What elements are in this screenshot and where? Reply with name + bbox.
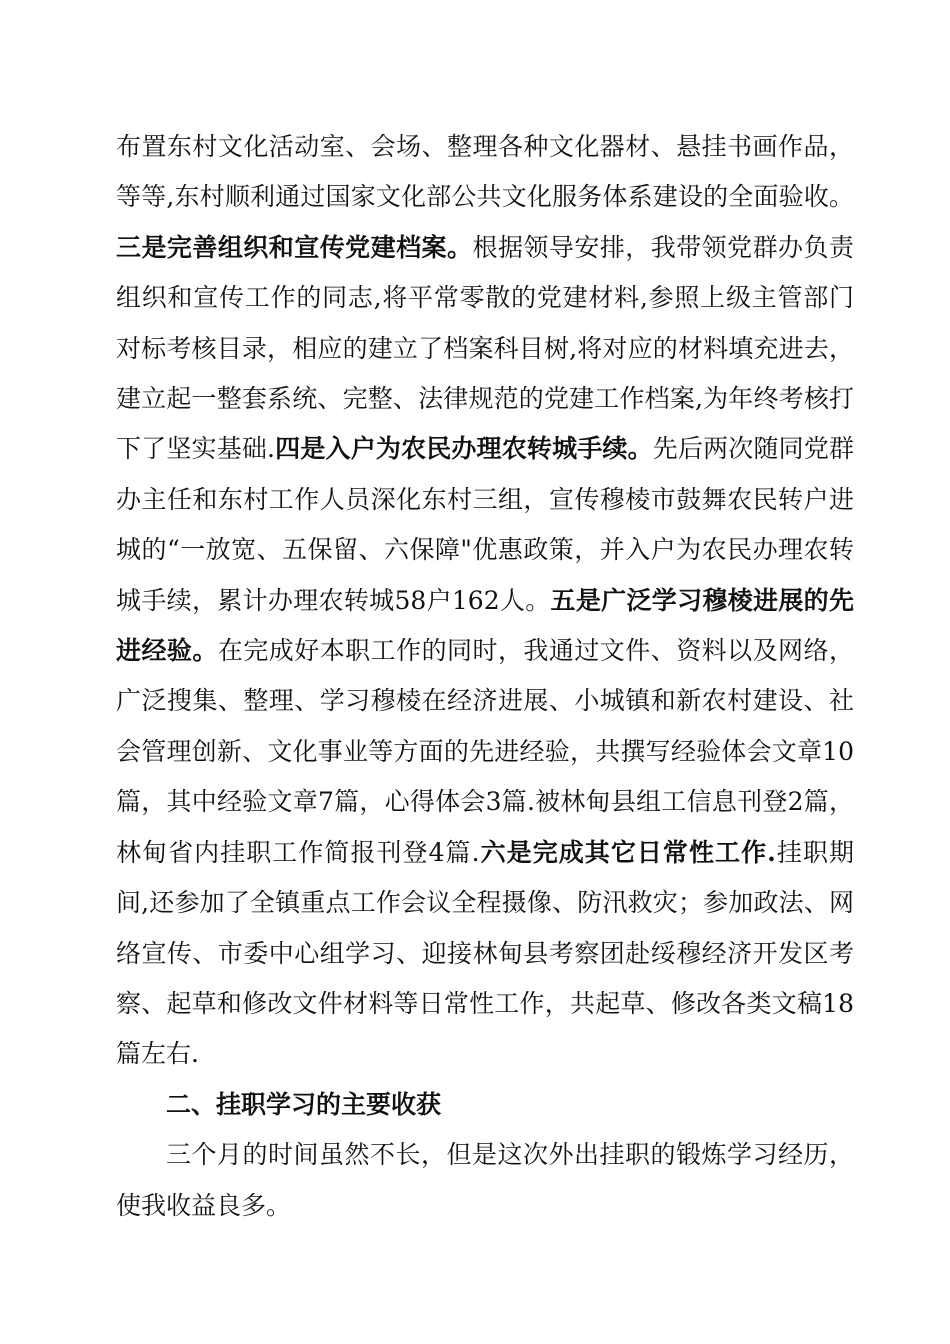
work-summary-paragraph: [116, 122, 854, 1080]
paragraph-text: 挂职期间,还参加了全镇重点工作会议全程摄像、防汛救灾；参加政法、网络宣传、市委中心组学习、迎接林甸县考察团赴绥穆经济开发区考察、起草和修改文件材料等日常性工作，共起草、修改各类文稿18篇左右.: [116, 837, 854, 1069]
paragraph-text: 先后两次随同党群办主任和东村工作人员深化东村三组，宣传穆棱市鼓舞农民转户进城的“一放宽、五保留、六保障"优惠政策，并入户为农民办理农转城手续，累计办理农转城58户162人。: [116, 434, 854, 615]
paragraph-text: 布置东村文化活动室、会场、整理各种文化器材、悬挂书画作品，等等,东村顺利通过国家文化部公共文化服务体系建设的全面验收。: [116, 132, 854, 212]
paragraph-text: 在完成好本职工作的同时，我通过文件、资料以及网络，广泛搜集、整理、学习穆棱在经济进展、小城镇和新农村建设、社会管理创新、文化事业等方面的先进经验，共撰写经验体会文章10篇，其中经验文章7篇，心得体会3篇.被林甸县组工信息刊登2篇，林甸省内挂职工作简报刊登4篇.: [116, 636, 854, 867]
bold-point-six: 六是完成其它日常性工作.: [479, 837, 776, 867]
bold-point-four: 四是入户为农民办理农转城手续。: [275, 434, 653, 464]
bold-point-three: 三是完善组织和宣传党建档案。: [116, 232, 473, 262]
section-heading: 二、挂职学习的主要收获: [166, 1089, 442, 1119]
gains-paragraph: 三个月的时间虽然不长，但是这次外出挂职的锻炼学习经历，使我收益良多。: [116, 1140, 854, 1220]
document-body: [116, 122, 854, 1231]
bold-point-five: 五是广泛学习穆棱进展的先进经验。: [116, 585, 854, 666]
paragraph-text: 根据领导安排，我带领党群办负责组织和宣传工作的同志,将平常零散的党建材料,参照上级主管部门对标考核目录，相应的建立了档案科目树,将对应的材料填充进去，建立起一整套系统、完整、法律规范的党建工作档案,为年终考核打下了坚实基础.: [116, 232, 854, 464]
